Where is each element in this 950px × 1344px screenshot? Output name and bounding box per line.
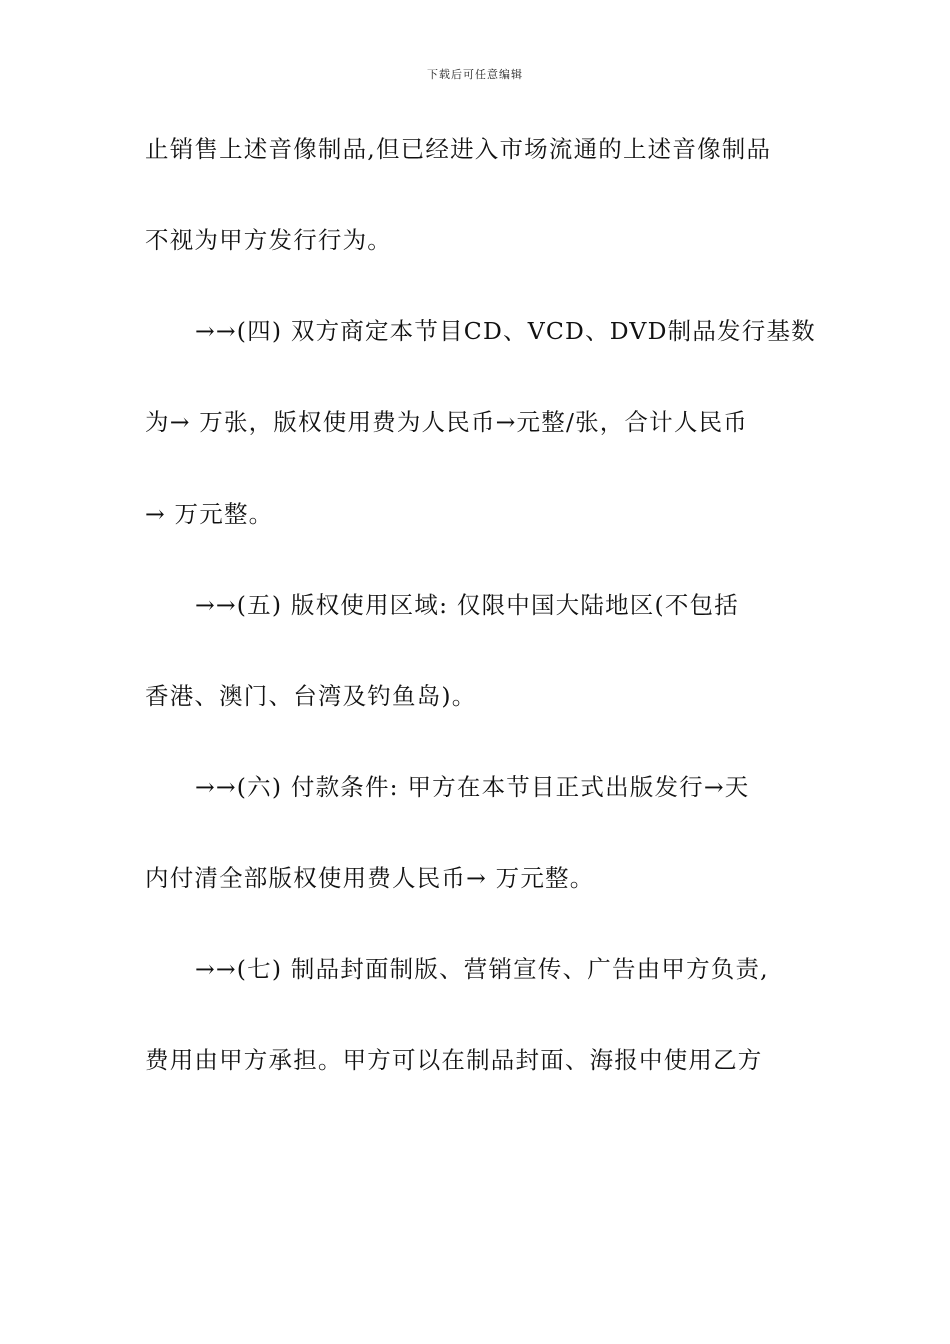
text-line: →→(四) 双方商定本节目CD、VCD、DVD制品发行基数 — [195, 317, 816, 345]
text-line: →→(五) 版权使用区域: 仅限中国大陆地区(不包括 — [195, 591, 739, 619]
text-line: 不视为甲方发行行为。 — [145, 226, 392, 254]
page-header: 下载后可任意编辑 — [427, 68, 523, 81]
text-line: → 万元整。 — [145, 500, 274, 528]
text-line: 内付清全部版权使用费人民币→ 万元整。 — [145, 864, 595, 892]
text-line: 费用由甲方承担。甲方可以在制品封面、海报中使用乙方 — [145, 1046, 763, 1074]
text-line: →→(六) 付款条件: 甲方在本节目正式出版发行→天 — [195, 773, 750, 801]
text-line: 止销售上述音像制品,但已经进入市场流通的上述音像制品 — [145, 135, 772, 163]
text-line: 香港、澳门、台湾及钓鱼岛)。 — [145, 682, 477, 710]
text-line: 为→ 万张，版权使用费为人民币→元整/张，合计人民币 — [145, 408, 748, 436]
text-line: →→(七) 制品封面制版、营销宣传、广告由甲方负责, — [195, 955, 769, 983]
